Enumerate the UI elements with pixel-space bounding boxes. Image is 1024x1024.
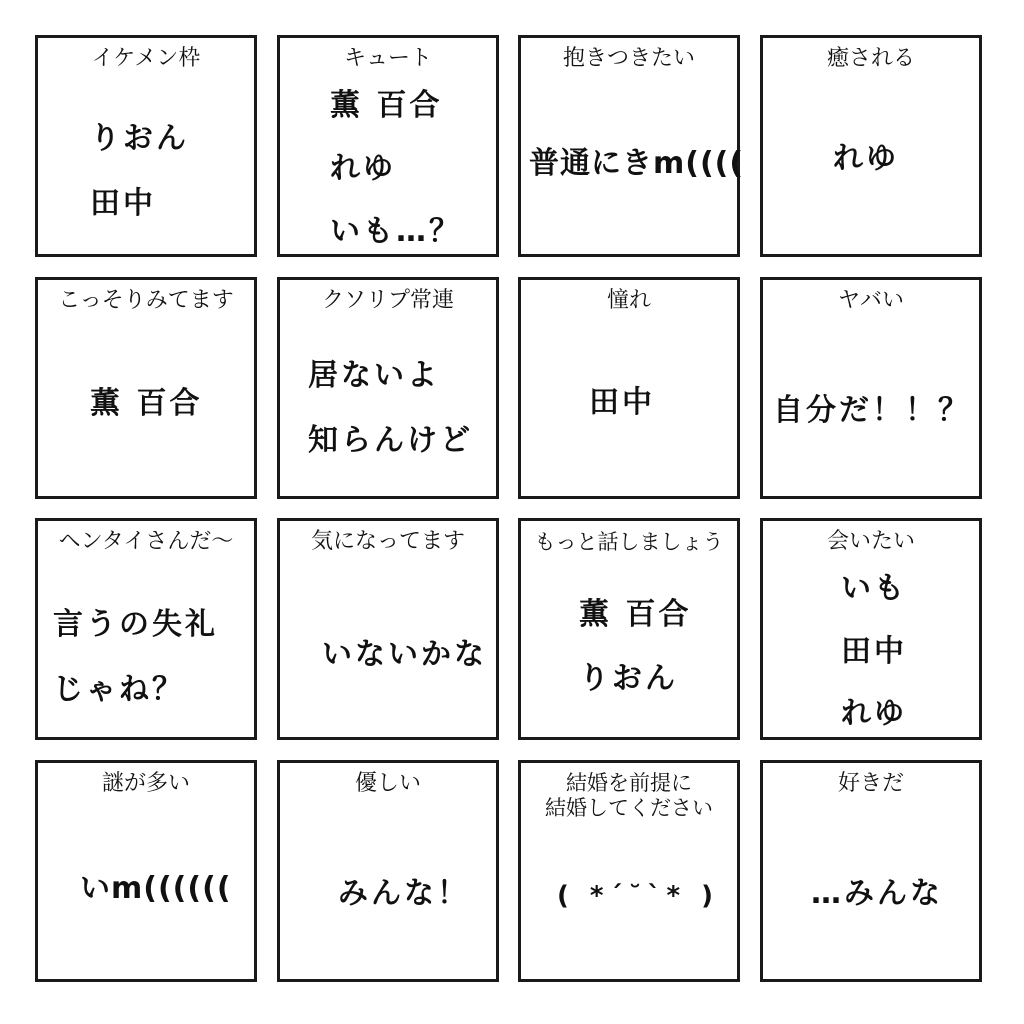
card-13 xyxy=(35,760,257,982)
card-title: こっそりみてます xyxy=(58,288,234,313)
card-title: 会いたい xyxy=(826,529,915,554)
card-title: 憧れ xyxy=(606,288,651,313)
handwritten-line: れゆ xyxy=(833,141,899,176)
card-title: もっと話しましょう xyxy=(534,530,724,554)
handwritten-line: 田中 xyxy=(589,385,655,420)
handwritten-line: 知らんけど xyxy=(308,423,473,458)
card-title: 謎が多い xyxy=(101,771,190,796)
handwritten-line: 薫 百合 xyxy=(90,386,203,421)
card-title: 抱きつきたい xyxy=(562,46,695,71)
card-title: キュート xyxy=(343,46,432,71)
handwritten-line: 普通にきm(((( xyxy=(529,146,745,181)
card-title: 好きだ xyxy=(837,771,904,796)
card-5 xyxy=(35,277,257,499)
handwritten-line: 田中 xyxy=(90,186,156,221)
handwritten-line: ( *´˘`* ) xyxy=(557,881,720,911)
handwritten-line: りおん xyxy=(90,121,189,156)
handwritten-line: れゆ xyxy=(841,696,907,731)
card-14 xyxy=(277,760,499,982)
card-4 xyxy=(760,35,982,257)
handwritten-line: いも…？ xyxy=(330,214,462,249)
card-title: 癒される xyxy=(826,46,915,71)
handwritten-line: …みんな xyxy=(811,876,943,911)
card-title: 結婚を前提に 結婚してください xyxy=(545,771,713,820)
card-title: イケメン枠 xyxy=(91,46,201,71)
handwritten-line: 田中 xyxy=(841,634,907,669)
card-title: ヘンタイさんだ～ xyxy=(58,529,234,554)
card-15 xyxy=(518,760,740,982)
card-10 xyxy=(277,518,499,740)
card-title: クソリプ常連 xyxy=(321,288,454,313)
card-title: 優しい xyxy=(354,771,421,796)
handwritten-line: 居ないよ xyxy=(308,358,440,393)
card-6 xyxy=(277,277,499,499)
card-3 xyxy=(518,35,745,257)
handwritten-line: みんな！ xyxy=(338,876,470,911)
handwritten-line: れゆ xyxy=(330,151,396,186)
card-8 xyxy=(760,277,982,499)
handwritten-line: いm(((((( xyxy=(80,871,232,906)
handwritten-line: りおん xyxy=(579,661,678,696)
handwritten-line: 言うの失礼 xyxy=(53,607,218,642)
handwritten-line: いも xyxy=(841,571,907,606)
card-9 xyxy=(35,518,257,740)
card-11 xyxy=(518,518,740,740)
handwritten-line: じゃね？ xyxy=(53,672,185,707)
handwritten-line: いないかな xyxy=(322,637,487,672)
card-1 xyxy=(35,35,257,257)
handwritten-line: 自分だ！！？ xyxy=(773,393,971,428)
card-12 xyxy=(760,518,982,740)
handwritten-line: 薫 百合 xyxy=(330,88,443,123)
card-title: ヤバい xyxy=(837,288,904,313)
card-title: 気になってます xyxy=(310,529,465,554)
card-7 xyxy=(518,277,740,499)
card-16 xyxy=(760,760,982,982)
card-2 xyxy=(277,35,499,257)
handwritten-line: 薫 百合 xyxy=(579,597,692,632)
